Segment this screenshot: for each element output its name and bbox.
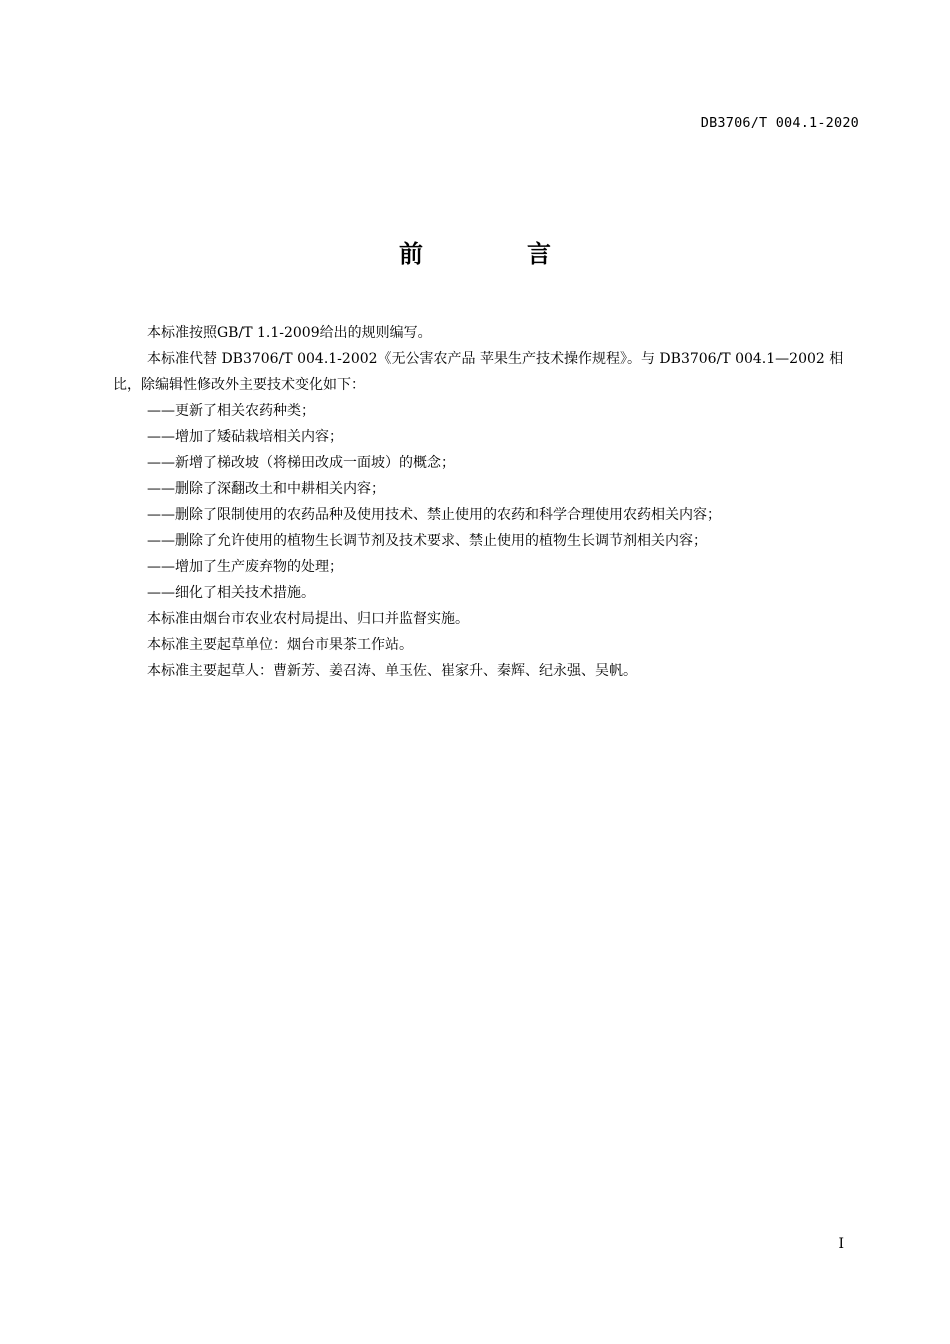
- change-item: ——删除了限制使用的农药品种及使用技术、禁止使用的农药和科学合理使用农药相关内容；: [147, 507, 721, 523]
- change-item: ——删除了允许使用的植物生长调节剂及技术要求、禁止使用的植物生长调节剂相关内容；: [147, 533, 707, 549]
- page-number: I: [838, 1236, 844, 1252]
- page-title: 前 言: [399, 240, 591, 268]
- paragraph-rules: 本标准按照GB/T 1.1-2009给出的规则编写。: [147, 325, 432, 341]
- change-item: ——删除了深翻改土和中耕相关内容；: [147, 481, 385, 497]
- paragraph-proposer: 本标准由烟台市农业农村局提出、归口并监督实施。: [147, 611, 469, 627]
- change-item: ——更新了相关农药种类；: [147, 403, 315, 419]
- change-item: ——增加了矮砧栽培相关内容；: [147, 429, 343, 445]
- change-item: ——细化了相关技术措施。: [147, 585, 315, 601]
- paragraph-drafting-unit: 本标准主要起草单位：烟台市果茶工作站。: [147, 637, 413, 653]
- document-body: [113, 320, 861, 684]
- standard-code: DB3706/T 004.1-2020: [700, 115, 859, 131]
- paragraph-replaces: 本标准代替 DB3706/T 004.1-2002《无公害农产品 苹果生产技术操作规程》。与 DB3706/T 004.1—2002 相比，除编辑性修改外主要技术变化如下：: [113, 351, 844, 393]
- change-item: ——新增了梯改坡（将梯田改成一面坡）的概念；: [147, 455, 455, 471]
- paragraph-drafters: 本标准主要起草人：曹新芳、姜召涛、单玉佐、崔家升、秦辉、纪永强、吴帆。: [147, 663, 637, 679]
- change-item: ——增加了生产废弃物的处理；: [147, 559, 343, 575]
